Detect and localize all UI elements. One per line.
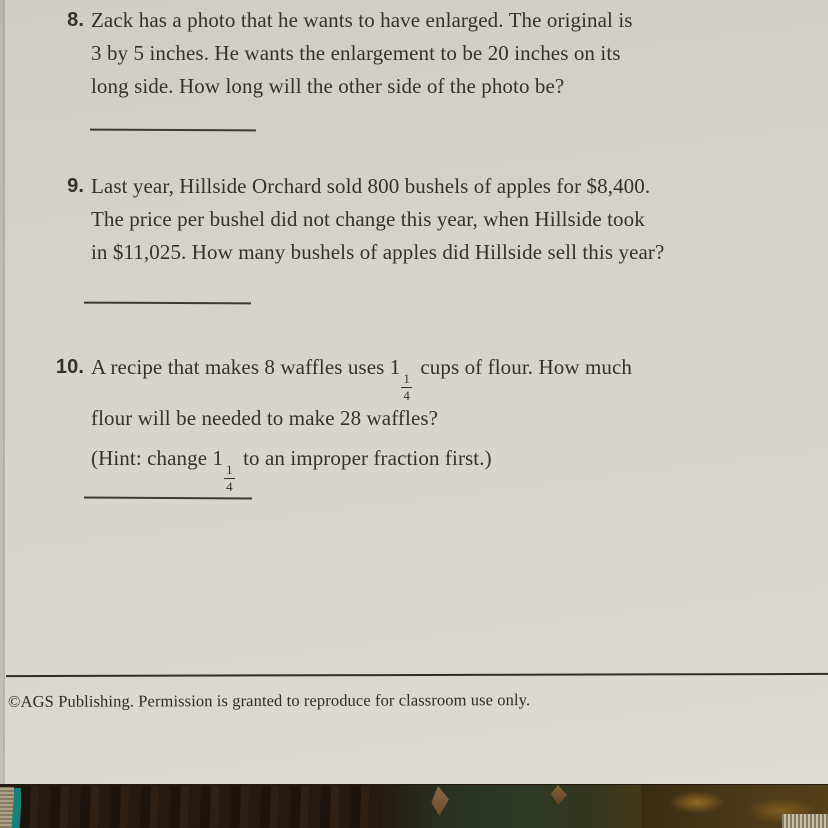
problem-8 xyxy=(0,4,796,103)
problem-10-line-2: flour will be needed to make 28 waffles? xyxy=(91,406,439,431)
problem-8-text xyxy=(91,4,796,103)
problem-8-line-3: long side. How long will the other side of the photo be? xyxy=(91,74,565,98)
answer-blank-8 xyxy=(90,129,256,132)
problem-8-number: 8. xyxy=(67,9,84,31)
problem-9-line-2: The price per bushel did not change this year, when Hillside took xyxy=(91,207,645,231)
answer-blank-10 xyxy=(84,497,252,500)
problem-10-line-1-pre: A recipe that makes 8 waffles uses 1 xyxy=(91,355,401,379)
dark-painting-trees xyxy=(381,785,641,828)
problem-9-line-1: Last year, Hillside Orchard sold 800 bushels of apples for $8,400. xyxy=(91,174,651,198)
dark-wood-left xyxy=(21,786,381,828)
problem-9 xyxy=(0,170,796,269)
problem-10-hint xyxy=(91,442,796,493)
fraction-numerator: 1 xyxy=(226,462,233,478)
problem-10-number: 10. xyxy=(55,356,84,378)
problem-8-line-2: 3 by 5 inches. He wants the enlargement to be 20 inches on its xyxy=(91,41,621,65)
fraction-denominator: 4 xyxy=(403,387,410,403)
answer-blank-9 xyxy=(84,302,251,305)
table-background xyxy=(0,784,828,828)
problem-10-line-1 xyxy=(91,351,796,402)
fraction-numerator: 1 xyxy=(403,371,410,386)
problem-10 xyxy=(0,351,796,494)
problem-10-line-1-post: cups of flour. How much xyxy=(414,355,633,379)
problem-9-text xyxy=(91,170,796,269)
fraction-one-quarter xyxy=(224,463,235,493)
footer-divider-rule xyxy=(6,673,828,677)
fabric-texture-right xyxy=(782,814,828,828)
fraction-denominator: 4 xyxy=(226,478,233,494)
hint-pre: (Hint: change 1 xyxy=(91,446,224,471)
copyright-footer: ©AGS Publishing. Permission is granted to reproduce for classroom use only. xyxy=(7,690,531,711)
problem-10-text xyxy=(91,351,796,494)
problem-9-line-3: in $11,025. How many bushels of apples did Hillside sell this year? xyxy=(91,240,665,264)
fraction-one-quarter xyxy=(401,372,412,402)
problem-9-number: 9. xyxy=(67,175,84,197)
problem-8-line-1: Zack has a photo that he wants to have enlarged. The original is xyxy=(91,8,633,32)
hint-post: to an improper fraction first.) xyxy=(237,446,492,471)
